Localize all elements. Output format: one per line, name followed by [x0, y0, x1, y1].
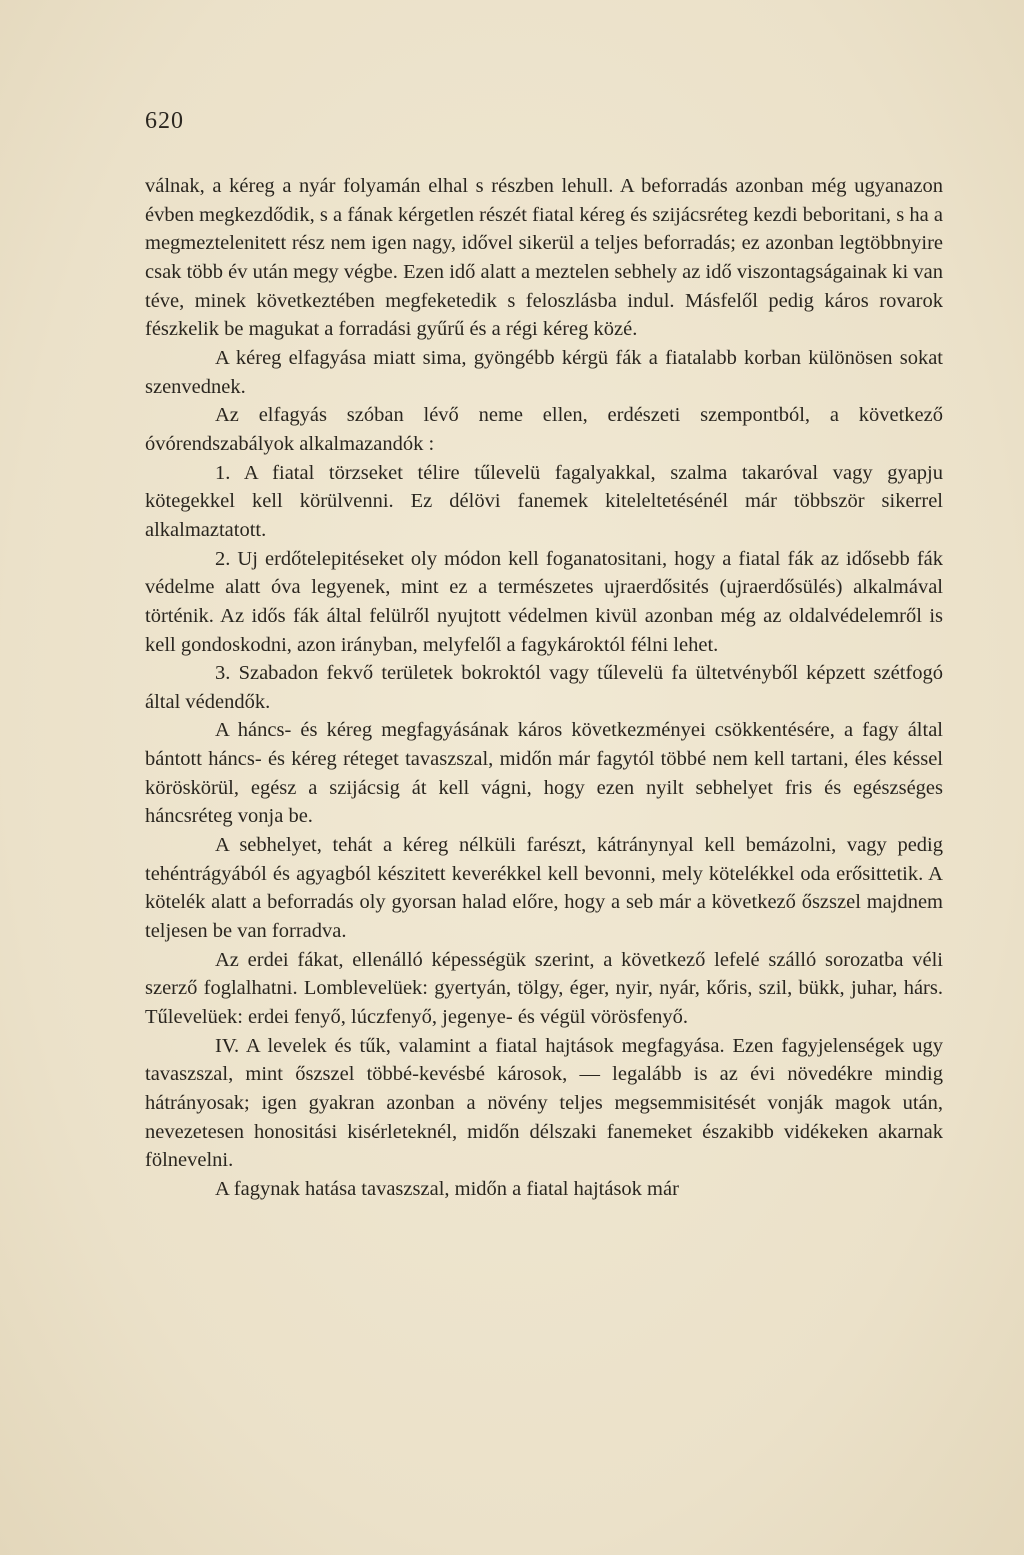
paragraph: A háncs- és kéreg megfagyásának káros következményei csökkentésére, a fagy által bántott háncs- és kéreg réteget tavaszszal, midőn már fagytól többé nem kell tartani, éles késsel köröskörül, egész a szijácsig át kell vágni, hogy ezen nyilt sebhelyet fris és egészséges háncsréteg vonja be.: [145, 719, 943, 828]
paragraph: A fagynak hatása tavaszszal, midőn a fiatal hajtások már: [215, 1177, 679, 1200]
page-number: 620: [145, 108, 184, 134]
paragraph: A kéreg elfagyása miatt sima, gyöngébb kérgü fák a fiatalabb korban különösen sokat szenvednek.: [145, 346, 943, 398]
text-body: [145, 172, 943, 1204]
paragraph: Az elfagyás szóban lévő neme ellen, erdészeti szempontból, a következő óvórendszabályok alkalmazandók :: [145, 404, 943, 455]
paragraph: válnak, a kéreg a nyár folyamán elhal s részben lehull. A beforradás azonban még ugyanazon évben megkezdődik, s a fának kérgetlen részét fiatal kéreg és szijácsréteg kezdi beboritani, s ha a megmeztelenitett rész nem igen nagy, idővel sikerül a teljes beforradás; ez azonban legtöbbnyire csak több év után megy végbe. Ezen idő alatt a meztelen sebhely az idő viszontagságainak ki van téve, minek következtében megfeketedik s feloszlásba indul. Másfelől pedig káros rovarok fészkelik be magukat a forradási gyűrű és a régi kéreg közé.: [145, 175, 943, 341]
paragraph: Az erdei fákat, ellenálló képességük szerint, a következő lefelé szálló sorozatba véli szerző foglalhatni. Lomblevelüek: gyertyán, tölgy, éger, nyir, nyár, kőris, szil, bükk, juhar, hárs. Tűlevelüek: erdei fenyő, lúczfenyő, jegenye- és végül vörösfenyő.: [145, 948, 943, 1029]
paragraph: A sebhelyet, tehát a kéreg nélküli farészt, kátránynyal kell bemázolni, vagy pedig tehéntrágyából és agyagból készitett keverékkel kell bevonni, mely kötelékkel oda erősittetik. A kötelék alatt a beforradás oly gyorsan halad előre, hogy a seb már a következő őszszel majdnem teljesen be van forradva.: [145, 834, 943, 943]
section-paragraph: IV. A levelek és tűk, valamint a fiatal hajtások megfagyása. Ezen fagyjelenségek ugy tavaszszal, mint őszszel többé-kevésbé károsok, — legalább is az évi növedékre mindig hátrányosak; igen gyakran azonban a növény teljes megsemmisitését vonják magok után, nevezetesen honositási kisérleteknél, midőn délszaki fanemeket északibb vidékeken akarnak fölnevelni.: [145, 1034, 943, 1172]
numbered-paragraph: 3. Szabadon fekvő területek bokroktól vagy tűlevelü fa ültetvényből képzett szétfogó által védendők.: [145, 662, 943, 713]
numbered-paragraph: 1. A fiatal törzseket télire tűlevelü fagalyakkal, szalma takaróval vagy gyapju kötegekkel kell körülvenni. Ez délövi fanemek kiteleltetésénél már többször sikerrel alkalmaztatott.: [145, 461, 943, 541]
numbered-paragraph: 2. Uj erdőtelepitéseket oly módon kell foganatositani, hogy a fiatal fák az idősebb fák védelme alatt óva legyenek, mint ez a természetes ujraerdősités (ujraerdősülés) alkalmával történik. Az idős fák által felülről nyujtott védelmen kivül azonban még az oldalvédelemről is kell gondoskodni, azon irányban, melyfelől a fagykároktól félni lehet.: [145, 547, 943, 656]
